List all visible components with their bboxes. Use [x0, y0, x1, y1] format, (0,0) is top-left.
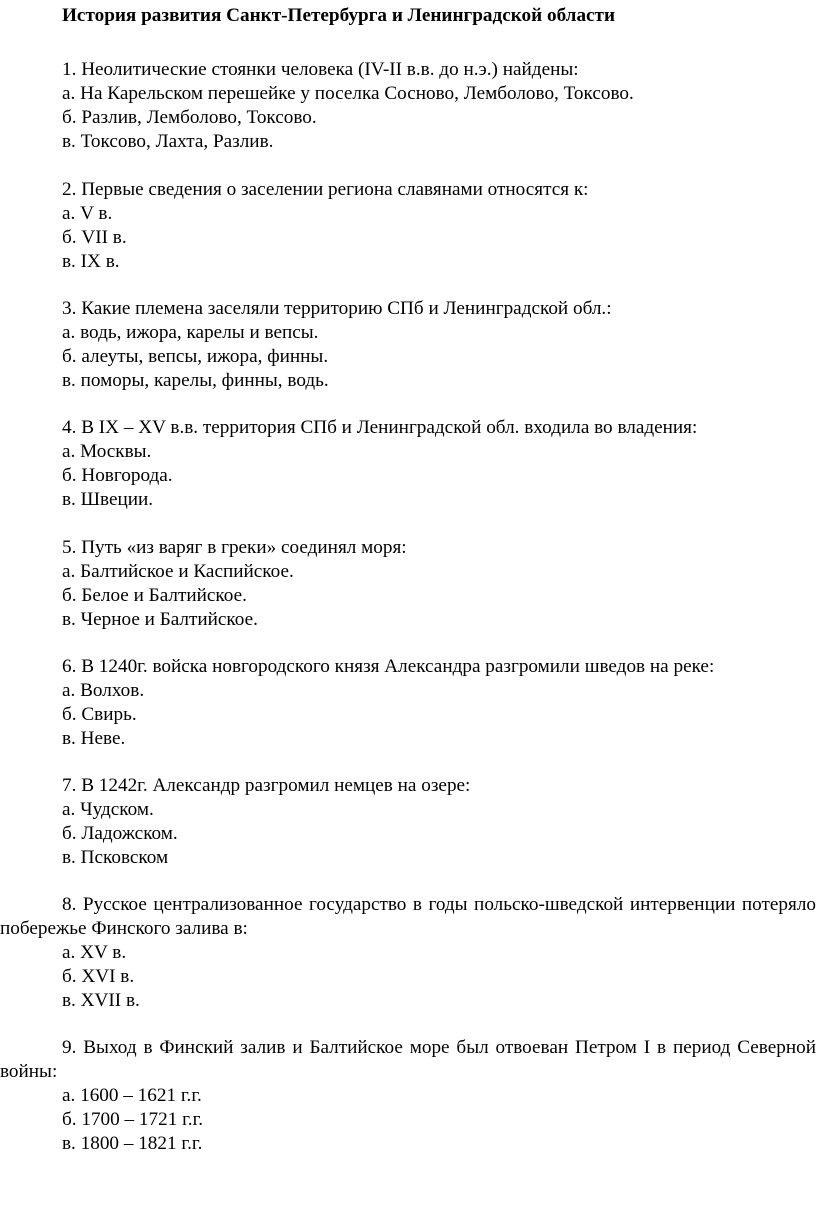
question-2-option-a: а. V в.: [62, 203, 113, 224]
question-9: 9. Выход в Финский залив и Балтийское море был отвоеван Петром I в период Северной войны:: [0, 1037, 816, 1082]
question-8: 8. Русское централизованное государство в годы польско-шведской интервенции потеряло побережье Финского залива в:: [0, 894, 816, 939]
question-3: 3. Какие племена заселяли территорию СПб и Ленинградской обл.:: [62, 298, 612, 319]
question-8-option-c: в. XVII в.: [62, 990, 140, 1011]
question-1-option-b: б. Разлив, Лемболово, Токсово.: [62, 107, 317, 128]
question-5-option-a: а. Балтийское и Каспийское.: [62, 561, 294, 582]
question-6-option-c: в. Неве.: [62, 728, 126, 749]
question-4-option-b: б. Новгорода.: [62, 465, 173, 486]
question-4-option-a: а. Москвы.: [62, 441, 152, 462]
question-6: 6. В 1240г. войска новгородского князя Александра разгромили шведов на реке:: [62, 656, 715, 677]
question-7-option-a: а. Чудском.: [62, 799, 154, 820]
question-1-option-a: а. На Карельском перешейке у поселка Сосново, Лемболово, Токсово.: [62, 83, 634, 104]
question-9-option-c: в. 1800 – 1821 г.г.: [62, 1133, 203, 1154]
question-9-option-a: а. 1600 – 1621 г.г.: [62, 1085, 202, 1106]
question-2-option-c: в. IX в.: [62, 251, 120, 272]
question-9-option-b: б. 1700 – 1721 г.г.: [62, 1109, 204, 1130]
question-2-option-b: б. VII в.: [62, 227, 127, 248]
question-4: 4. В IX – XV в.в. территория СПб и Ленинградской обл. входила во владения:: [62, 417, 698, 438]
question-6-option-a: а. Волхов.: [62, 680, 145, 701]
question-3-option-a: а. водь, ижора, карелы и вепсы.: [62, 322, 319, 343]
question-3-option-c: в. поморы, карелы, финны, водь.: [62, 370, 329, 391]
question-5-option-c: в. Черное и Балтийское.: [62, 609, 258, 630]
question-7-option-c: в. Псковском: [62, 847, 169, 868]
question-6-option-b: б. Свирь.: [62, 704, 137, 725]
question-7: 7. В 1242г. Александр разгромил немцев на озере:: [62, 775, 471, 796]
question-8-option-b: б. XVI в.: [62, 966, 135, 987]
question-1: 1. Неолитические стоянки человека (IV-II в.в. до н.э.) найдены:: [62, 59, 579, 80]
question-5: 5. Путь «из варяг в греки» соединял моря:: [62, 537, 407, 558]
question-1-option-c: в. Токсово, Лахта, Разлив.: [62, 131, 274, 152]
question-7-option-b: б. Ладожском.: [62, 823, 178, 844]
question-5-option-b: б. Белое и Балтийское.: [62, 585, 247, 606]
question-8-option-a: а. XV в.: [62, 942, 127, 963]
question-4-option-c: в. Швеции.: [62, 489, 154, 510]
question-2: 2. Первые сведения о заселении региона славянами относятся к:: [62, 179, 589, 200]
document-title: История развития Санкт-Петербурга и Ленинградской области: [62, 5, 616, 26]
question-3-option-b: б. алеуты, вепсы, ижора, финны.: [62, 346, 329, 367]
